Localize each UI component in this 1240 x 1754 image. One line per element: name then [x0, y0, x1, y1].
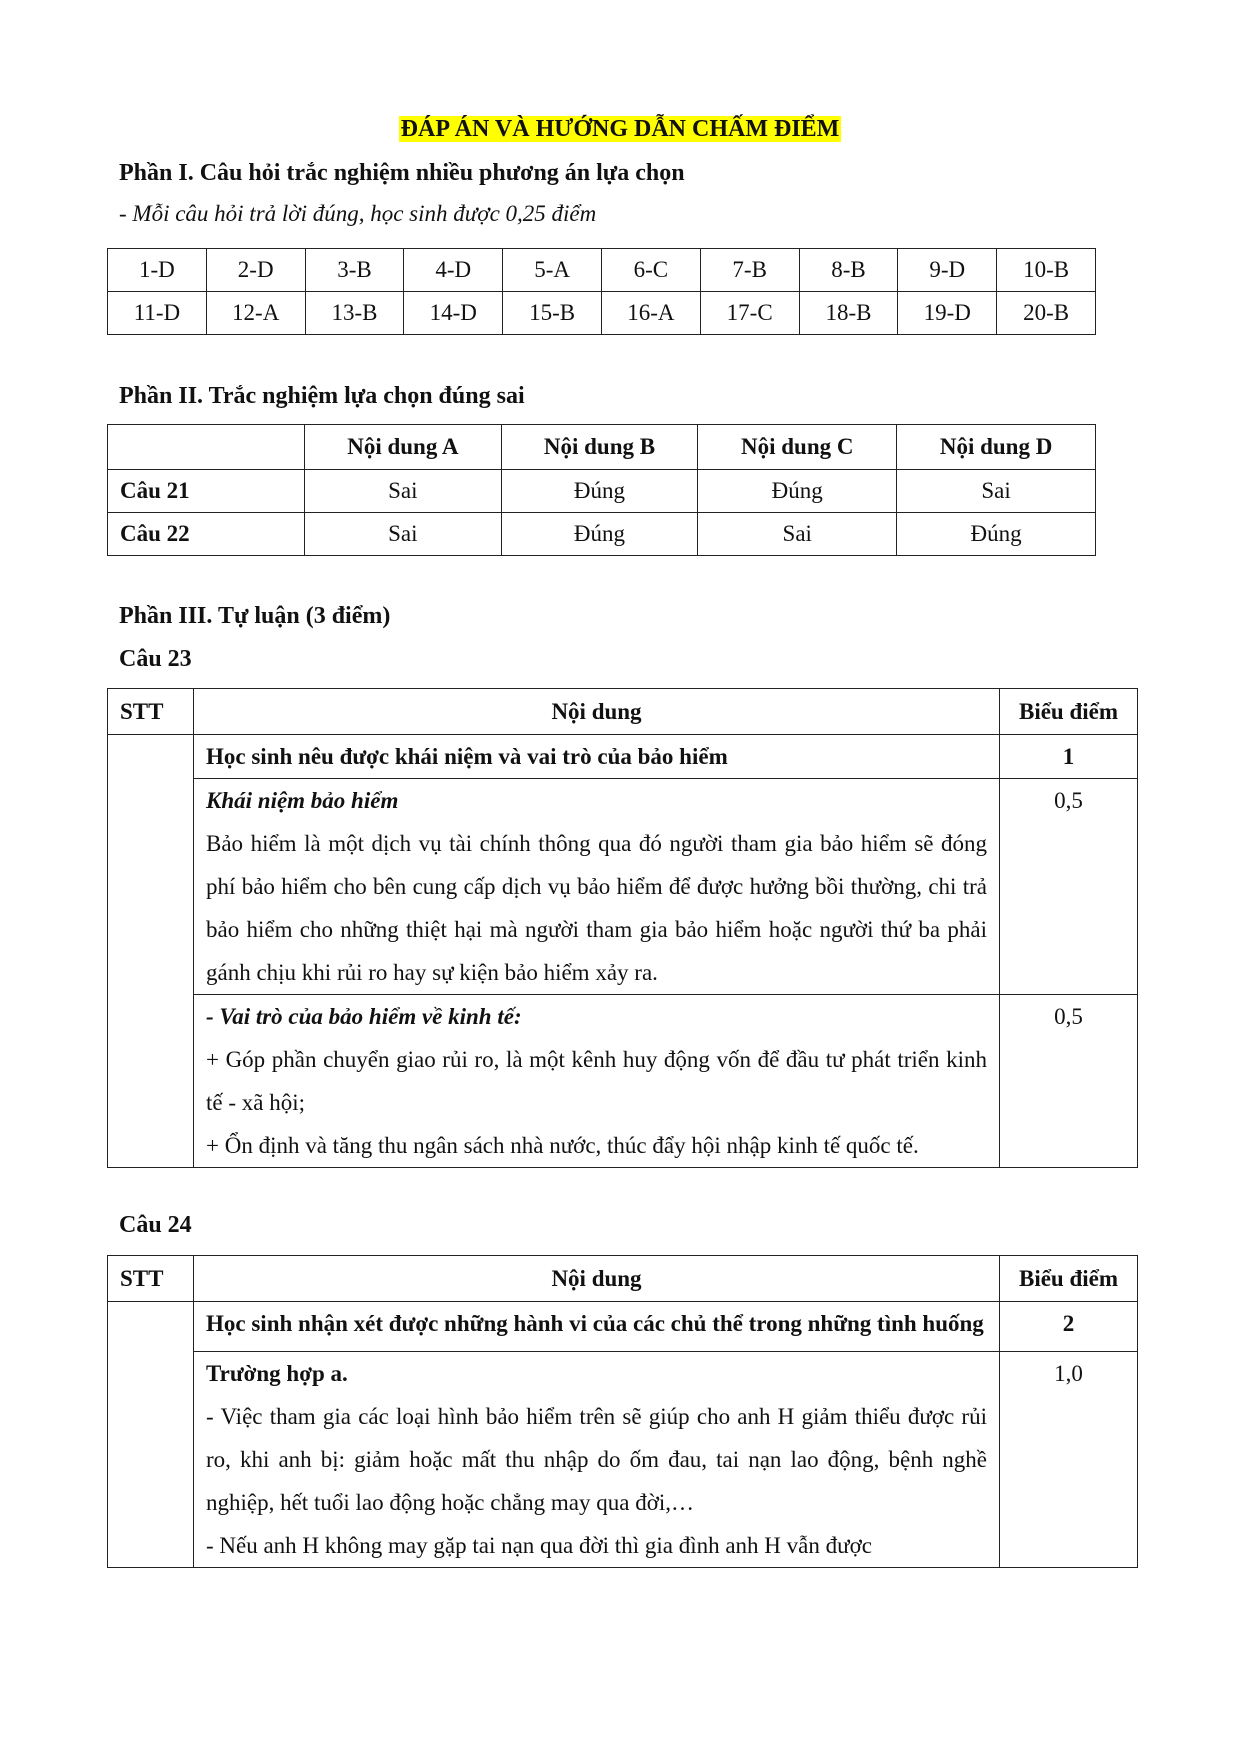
answer-cell: 3-B — [305, 249, 404, 292]
answer-cell: 15-B — [503, 292, 602, 335]
stt-cell — [108, 1302, 194, 1568]
question-23-table — [107, 688, 1138, 1168]
answer-cell: 11-D — [108, 292, 207, 335]
summary-cell: Học sinh nhận xét được những hành vi của các chủ thể trong những tình huống — [194, 1302, 1000, 1352]
part1-heading: Phần I. Câu hỏi trắc nghiệm nhiều phương án lựa chọn — [119, 160, 685, 186]
table-row — [108, 735, 1138, 779]
answer-cell: 1-D — [108, 249, 207, 292]
table-header-row — [108, 1256, 1138, 1302]
part1-note: - Mỗi câu hỏi trả lời đúng, học sinh được 0,25 điểm — [119, 201, 597, 226]
answer-cell: 2-D — [206, 249, 305, 292]
table-row — [108, 513, 1096, 556]
item-title: Khái niệm bảo hiểm — [206, 788, 399, 813]
stt-cell — [108, 735, 194, 1168]
answer-cell: Đúng — [501, 470, 698, 513]
answer-cell: Sai — [698, 513, 897, 556]
column-header-stt: STT — [108, 689, 194, 735]
item-text: + Ổn định và tăng thu ngân sách nhà nước, thúc đẩy hội nhập kinh tế quốc tế. — [206, 1133, 919, 1158]
item-title: - Vai trò của bảo hiểm về kinh tế: — [206, 1004, 522, 1029]
answer-cell: 18-B — [799, 292, 898, 335]
column-header: Nội dung A — [305, 425, 502, 470]
table-row — [108, 779, 1138, 995]
answer-cell: Sai — [897, 470, 1096, 513]
item-title: Trường hợp a. — [206, 1361, 348, 1386]
page-title: ĐÁP ÁN VÀ HƯỚNG DẪN CHẤM ĐIỂM — [400, 116, 840, 142]
answer-cell: 17-C — [700, 292, 799, 335]
part3-heading: Phần III. Tự luận (3 điểm) — [119, 603, 391, 629]
table-row — [108, 1302, 1138, 1352]
answer-cell: 6-C — [601, 249, 700, 292]
question-24-label: Câu 24 — [119, 1212, 192, 1238]
answer-cell: 4-D — [404, 249, 503, 292]
answer-cell: 5-A — [503, 249, 602, 292]
column-header-content: Nội dung — [194, 689, 1000, 735]
page-title-wrap — [0, 116, 1240, 143]
question-24-table — [107, 1255, 1138, 1568]
content-cell — [194, 779, 1000, 995]
answer-cell: 9-D — [898, 249, 997, 292]
column-header: Nội dung C — [698, 425, 897, 470]
table-row — [108, 995, 1138, 1168]
row-label: Câu 21 — [108, 470, 305, 513]
column-header-score: Biểu điểm — [1000, 1256, 1138, 1302]
column-header-score: Biểu điểm — [1000, 689, 1138, 735]
table-header-row — [108, 425, 1096, 470]
column-header-stt: STT — [108, 1256, 194, 1302]
column-header: Nội dung B — [501, 425, 698, 470]
answer-cell: 8-B — [799, 249, 898, 292]
item-score: 0,5 — [1000, 779, 1138, 995]
answer-cell: 16-A — [601, 292, 700, 335]
table-header-row — [108, 689, 1138, 735]
answer-cell: 7-B — [700, 249, 799, 292]
question-23-label: Câu 23 — [119, 646, 192, 672]
answer-cell: Đúng — [501, 513, 698, 556]
item-text: Bảo hiểm là một dịch vụ tài chính thông qua đó người tham gia bảo hiểm sẽ đóng phí bảo hiểm cho bên cung cấp dịch vụ bảo hiểm để được hưởng bồi thường, chi trả bảo hiểm cho những thiệt hại mà người tham gia bảo hiểm hoặc người thứ ba phải gánh chịu khi rủi ro hay sự kiện bảo hiểm xảy ra. — [206, 831, 987, 985]
content-cell — [194, 1352, 1000, 1568]
column-header-empty — [108, 425, 305, 470]
item-score: 0,5 — [1000, 995, 1138, 1168]
answer-cell: 14-D — [404, 292, 503, 335]
answer-cell: Sai — [305, 513, 502, 556]
answer-cell: Đúng — [897, 513, 1096, 556]
item-text: - Nếu anh H không may gặp tai nạn qua đời thì gia đình anh H vẫn được — [206, 1533, 872, 1558]
answer-cell: 13-B — [305, 292, 404, 335]
answer-cell: Sai — [305, 470, 502, 513]
row-label: Câu 22 — [108, 513, 305, 556]
summary-cell: Học sinh nêu được khái niệm và vai trò của bảo hiểm — [194, 735, 1000, 779]
answer-cell: 12-A — [206, 292, 305, 335]
table-row — [108, 470, 1096, 513]
table-row — [108, 292, 1096, 335]
table-row — [108, 249, 1096, 292]
summary-score: 1 — [1000, 735, 1138, 779]
column-header: Nội dung D — [897, 425, 1096, 470]
table-row — [108, 1352, 1138, 1568]
item-text: - Việc tham gia các loại hình bảo hiểm trên sẽ giúp cho anh H giảm thiểu được rủi ro, khi anh bị: giảm hoặc mất thu nhập do ốm đau, tai nạn lao động, bệnh nghề nghiệp, hết tuổi lao động hoặc chẳng may qua đời,… — [206, 1404, 987, 1515]
answer-cell: 19-D — [898, 292, 997, 335]
summary-score: 2 — [1000, 1302, 1138, 1352]
part2-heading: Phần II. Trắc nghiệm lựa chọn đúng sai — [119, 383, 525, 409]
item-text: + Góp phần chuyển giao rủi ro, là một kênh huy động vốn để đầu tư phát triển kinh tế - xã hội; — [206, 1047, 987, 1115]
item-score: 1,0 — [1000, 1352, 1138, 1568]
answer-cell: 20-B — [997, 292, 1096, 335]
answer-cell: 10-B — [997, 249, 1096, 292]
content-cell — [194, 995, 1000, 1168]
column-header-content: Nội dung — [194, 1256, 1000, 1302]
multiple-choice-table — [107, 248, 1096, 335]
answer-cell: Đúng — [698, 470, 897, 513]
true-false-table — [107, 424, 1096, 556]
